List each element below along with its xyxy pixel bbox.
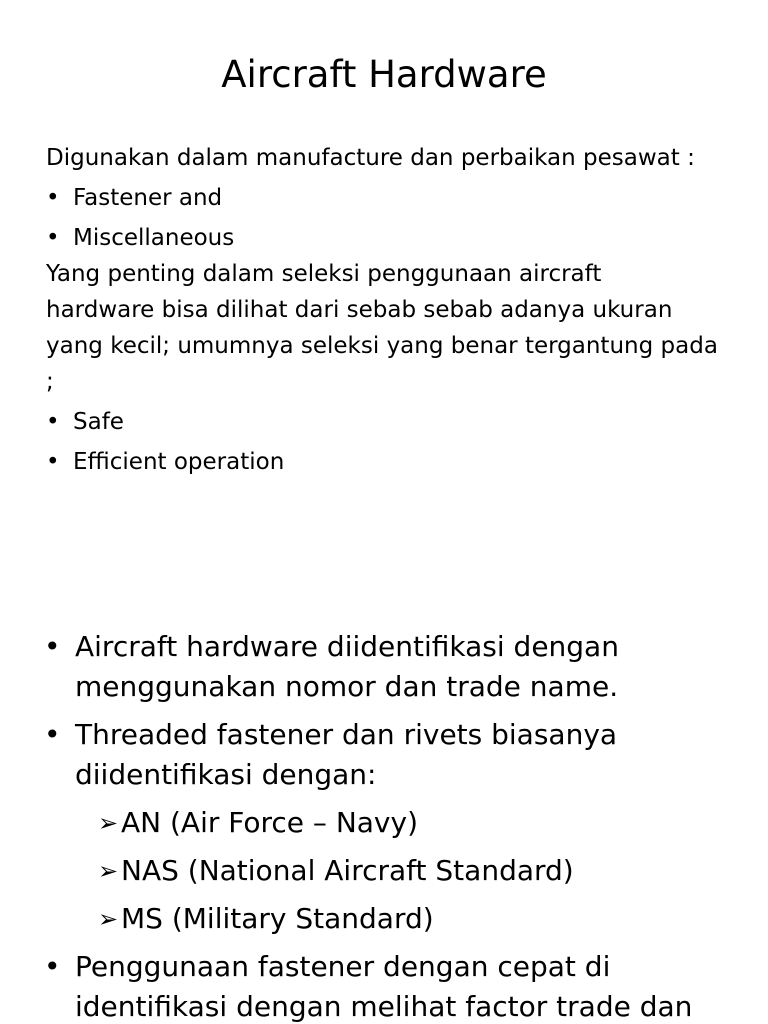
bullet-icon: • bbox=[44, 718, 61, 751]
paragraph-line: yang kecil; umumnya seleksi yang benar tergantung pada bbox=[46, 333, 718, 359]
sub-list-item bbox=[44, 851, 744, 891]
arrow-bullet-icon: ➢ bbox=[98, 809, 119, 837]
sub-list-item bbox=[44, 803, 744, 843]
bullet-line: menggunakan nomor dan trade name. bbox=[75, 670, 619, 703]
list-item bbox=[46, 180, 736, 216]
usage-list bbox=[46, 180, 736, 256]
intro-text: Digunakan dalam manufacture dan perbaikan pesawat : bbox=[46, 145, 695, 171]
list-item bbox=[46, 220, 736, 256]
list-item-label: Fastener and bbox=[73, 185, 223, 211]
sub-list-item bbox=[44, 899, 744, 939]
list-item-label: Safe bbox=[73, 409, 124, 435]
list-item bbox=[46, 444, 736, 480]
list-item-label: Efficient operation bbox=[73, 449, 285, 475]
bullet-line: Penggunaan fastener dengan cepat di bbox=[75, 950, 611, 983]
paragraph-line: ; bbox=[46, 369, 54, 395]
bullet-line: Aircraft hardware diidentifikasi dengan bbox=[75, 630, 619, 663]
list-item bbox=[44, 715, 744, 795]
list-item-label: Miscellaneous bbox=[73, 225, 235, 251]
bullet-icon: • bbox=[46, 449, 60, 475]
list-item bbox=[46, 404, 736, 440]
page-title: Aircraft Hardware bbox=[221, 53, 547, 96]
selection-paragraph bbox=[46, 256, 736, 400]
bullet-icon: • bbox=[46, 225, 60, 251]
sub-item-label: MS (Military Standard) bbox=[121, 902, 434, 935]
bullet-icon: • bbox=[44, 630, 61, 663]
slide-2-body bbox=[44, 627, 744, 1024]
bullet-icon: • bbox=[46, 185, 60, 211]
bullet-line: diidentifikasi dengan: bbox=[75, 758, 377, 791]
sub-item-label: AN (Air Force – Navy) bbox=[121, 806, 418, 839]
bullet-icon: • bbox=[44, 950, 61, 983]
bullet-line: Threaded fastener dan rivets biasanya bbox=[75, 718, 618, 751]
bullet-icon: • bbox=[46, 409, 60, 435]
arrow-bullet-icon: ➢ bbox=[98, 857, 119, 885]
slide-1-body bbox=[46, 140, 736, 480]
paragraph-line: Yang penting dalam seleksi penggunaan aircraft bbox=[46, 261, 602, 287]
sub-item-label: NAS (National Aircraft Standard) bbox=[121, 854, 574, 887]
list-item bbox=[44, 627, 744, 707]
list-item bbox=[44, 947, 744, 1024]
paragraph-line: hardware bisa dilihat dari sebab sebab adanya ukuran bbox=[46, 297, 673, 323]
criteria-list bbox=[46, 404, 736, 480]
arrow-bullet-icon: ➢ bbox=[98, 905, 119, 933]
bullet-line: identifikasi dengan melihat factor trade dan bbox=[75, 990, 693, 1023]
